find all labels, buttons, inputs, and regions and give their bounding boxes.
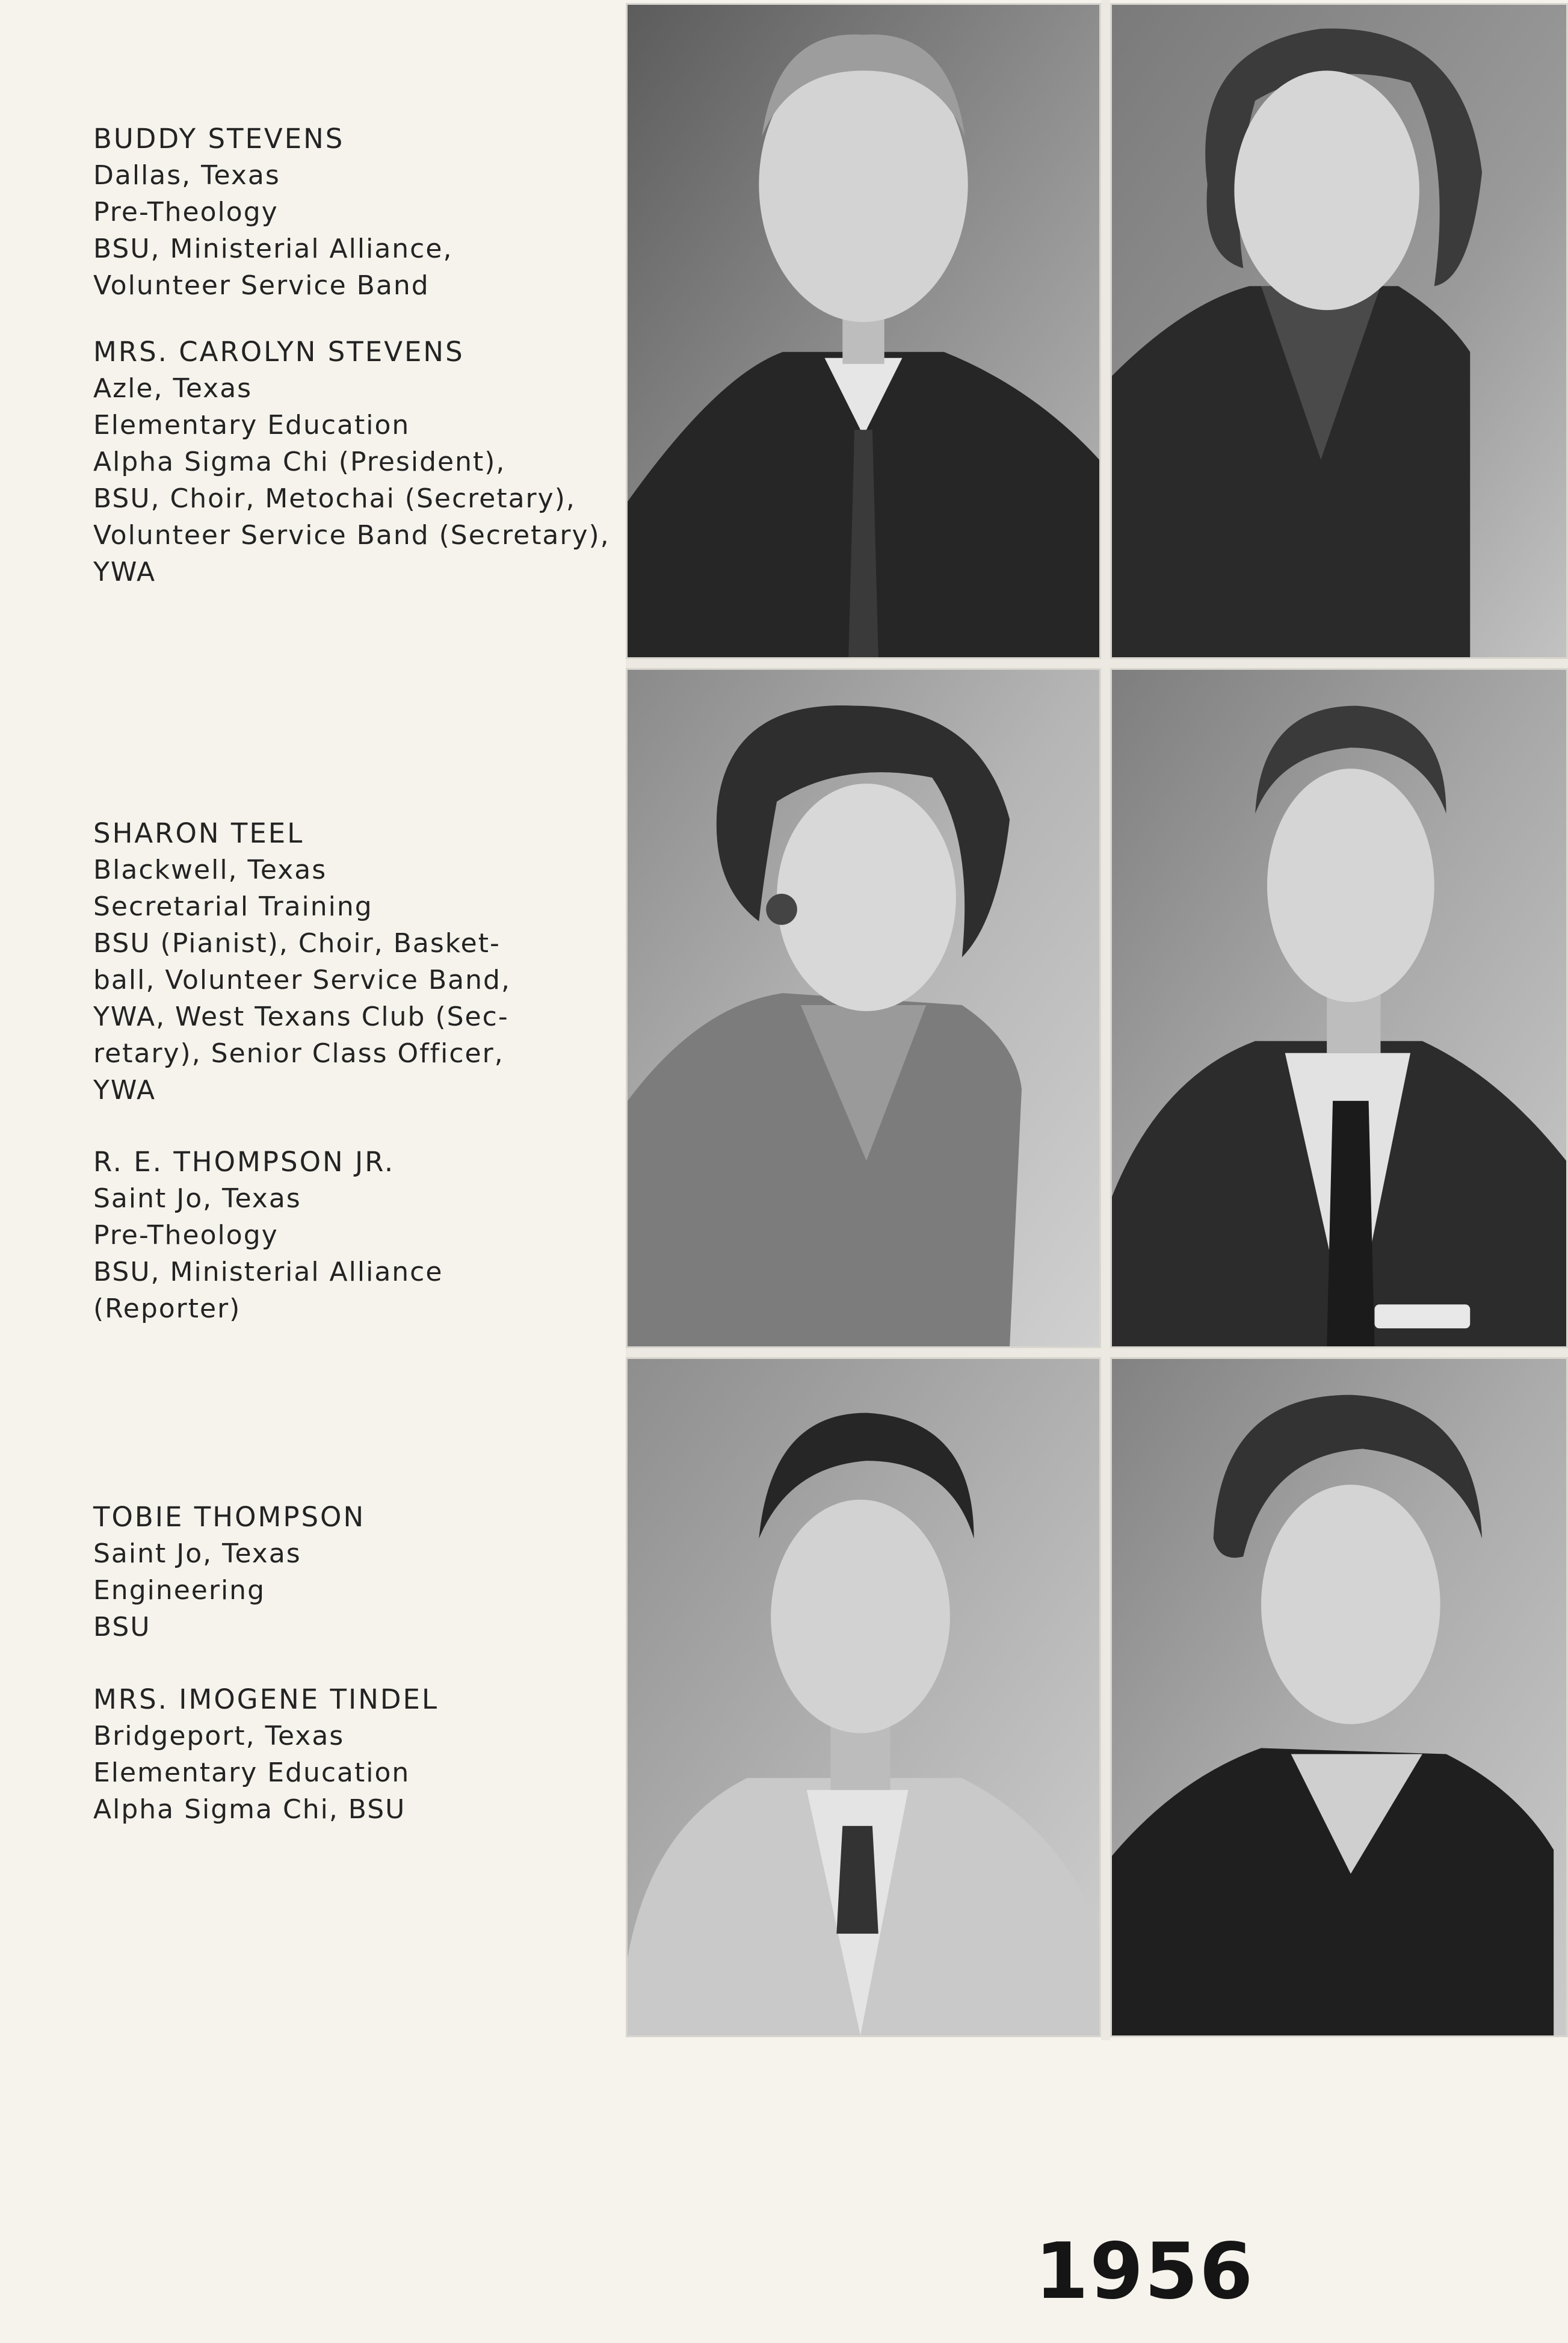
- student-name: SHARON TEEL: [93, 817, 304, 849]
- student-major: Secretarial Training: [93, 891, 373, 922]
- student-hometown: Saint Jo, Texas: [93, 1183, 301, 1214]
- student-major: Engineering: [93, 1575, 265, 1606]
- student-major: Elementary Education: [93, 1757, 410, 1788]
- portrait-buddy-stevens: [626, 3, 1101, 659]
- student-hometown: Bridgeport, Texas: [93, 1721, 345, 1751]
- student-activities: Volunteer Service Band: [93, 270, 430, 301]
- portrait-tobie-thompson: [626, 1357, 1101, 2037]
- student-activities: ball, Volunteer Service Band,: [93, 965, 511, 995]
- row-gutter: [626, 659, 1568, 668]
- student-activities: (Reporter): [93, 1293, 241, 1324]
- student-entry-carolyn-stevens: [93, 333, 635, 590]
- student-activities: YWA: [93, 557, 156, 587]
- portrait-carolyn-stevens: [1110, 3, 1568, 659]
- row-gutter: [626, 1348, 1568, 1357]
- student-activities: YWA, West Texans Club (Sec-: [93, 1001, 509, 1032]
- student-name: R. E. THOMPSON JR.: [93, 1146, 395, 1178]
- student-activities: BSU, Ministerial Alliance: [93, 1257, 443, 1287]
- student-name: BUDDY STEVENS: [93, 123, 345, 155]
- student-hometown: Azle, Texas: [93, 373, 253, 404]
- portrait-grid: [626, 0, 1568, 2046]
- student-name: TOBIE THOMPSON: [93, 1501, 366, 1533]
- student-major: Pre-Theology: [93, 1220, 279, 1251]
- student-activities: Alpha Sigma Chi, BSU: [93, 1794, 406, 1825]
- student-name: MRS. CAROLYN STEVENS: [93, 336, 465, 368]
- student-major: Pre-Theology: [93, 197, 279, 227]
- column-gutter: [1101, 0, 1110, 2040]
- yearbook-year: 1956: [1035, 2227, 1255, 2317]
- student-entry-buddy-stevens: [93, 120, 635, 304]
- student-activities: BSU, Choir, Metochai (Secretary),: [93, 483, 576, 514]
- student-hometown: Dallas, Texas: [93, 160, 280, 191]
- student-activities: BSU, Ministerial Alliance,: [93, 234, 453, 264]
- portrait-imogene-tindel: [1110, 1357, 1568, 2037]
- portrait-re-thompson: [1110, 668, 1568, 1348]
- student-hometown: Blackwell, Texas: [93, 855, 327, 885]
- student-hometown: Saint Jo, Texas: [93, 1538, 301, 1569]
- portrait-sharon-teel: [626, 668, 1101, 1348]
- student-activities: retary), Senior Class Officer,: [93, 1038, 504, 1069]
- student-name: MRS. IMOGENE TINDEL: [93, 1683, 439, 1715]
- student-activities: Volunteer Service Band (Secretary),: [93, 520, 610, 551]
- student-entry-re-thompson: [93, 1144, 635, 1327]
- student-entry-sharon-teel: [93, 815, 635, 1109]
- student-entry-tobie-thompson: [93, 1499, 635, 1645]
- student-entry-imogene-tindel: [93, 1681, 635, 1828]
- student-activities: BSU: [93, 1612, 151, 1642]
- student-major: Elementary Education: [93, 410, 410, 441]
- student-activities: Alpha Sigma Chi (President),: [93, 447, 506, 477]
- student-activities: BSU (Pianist), Choir, Basket-: [93, 928, 501, 959]
- student-activities: YWA: [93, 1075, 156, 1106]
